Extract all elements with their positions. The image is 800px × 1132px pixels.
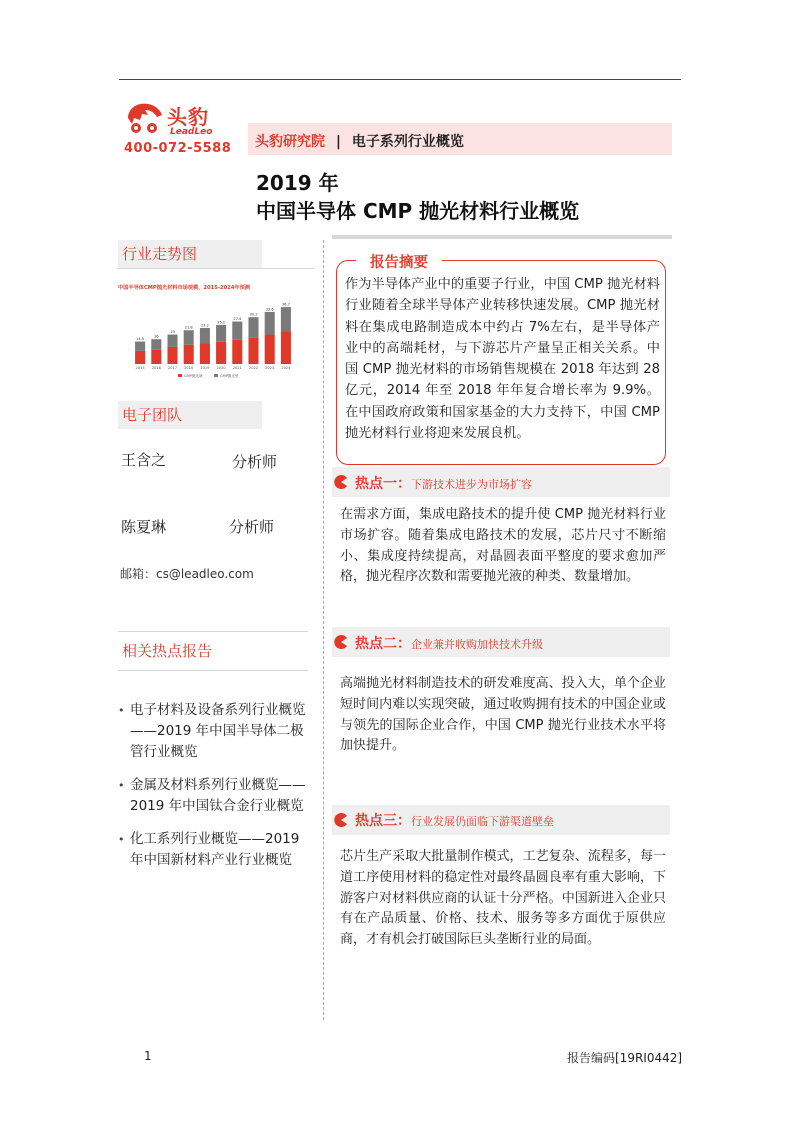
hotspot-title: 行业发展仍面临下游渠道壁垒 [411, 815, 554, 828]
analyst-role: 分析师 [232, 453, 278, 471]
hotspot-text: 芯片生产采取大批量制作模式，工艺复杂、流程多，每一道工序使用材料的稳定性对最终晶圆良率有重大影响，下游客户对材料供应商的认证十分严格。中国新进入企业只有在产品质量、价格、技术、服务等多方面优于原供应商，才有机会打破国际巨头垄断行业的局面。 [340, 849, 666, 948]
hotspot-title: 企业兼并收购加快技术升级 [411, 638, 543, 651]
related-report-item[interactable]: • 电子材料及设备系列行业概览——2019 年中国半导体二极管行业概览 [118, 700, 314, 763]
chart-bar-liquid [167, 347, 177, 364]
series-banner-text [255, 131, 464, 151]
chart-bar-pad [151, 339, 161, 350]
page-number: 1 [144, 1049, 152, 1063]
brand-name: 头豹 [167, 105, 209, 129]
pacman-bullet-icon [334, 635, 348, 649]
leopard-logo-icon [124, 100, 166, 136]
legend-swatch-liquid [178, 374, 182, 377]
chart-x-tick: 2015 [135, 366, 145, 370]
chart-total-label: 23.2 [200, 323, 209, 328]
hotspot-text: 高端抛光材料制造技术的研发难度高、投入大，单个企业短时间内难以实现突破，通过收购拥有技术的中国企业或与领先的国际企业合作，中国 CMP 抛光行业技术水平将加快提升。 [340, 676, 666, 754]
phone-number: 400-072-5588 [124, 141, 232, 156]
chart-x-tick: 2019 [200, 366, 210, 370]
chart-x-tick: 2017 [167, 366, 178, 370]
hotspot-heading [355, 810, 554, 830]
chart-bar-pad [265, 312, 275, 335]
chart-bar-liquid [135, 351, 145, 364]
brand-name-en: LeadLeo [170, 127, 213, 137]
hotspot-title: 下游技术进步为市场扩容 [411, 478, 532, 491]
summary-top-bar [332, 235, 672, 239]
chart-total-label: 30.2 [249, 312, 258, 317]
hotspot-label: 热点二： [355, 636, 411, 652]
chart-bar-liquid [281, 331, 291, 364]
hotspot-text: 在需求方面，集成电路技术的提升使 CMP 抛光材料行业市场扩容。随着集成电路技术的发展，芯片尺寸不断缩小、集成度持续提高，对晶圆表面平整度的要求愈加严格，抛光程序次数和需要抛光液的种类、数量增加。 [340, 507, 666, 585]
chart-total-label: 21.8 [184, 325, 193, 330]
hotspot-heading [355, 473, 532, 493]
report-title: 中国半导体 CMP 抛光材料行业概览 [256, 199, 580, 223]
chart-x-tick: 2022 [248, 366, 259, 370]
banner-series: 电子系列行业概览 [351, 134, 464, 150]
pacman-bullet-icon [334, 475, 348, 489]
trend-heading: 行业走势图 [118, 240, 262, 268]
banner-institute: 头豹研究院 [255, 134, 325, 150]
chart-bar-pad [248, 317, 258, 337]
chart-legend [178, 373, 239, 378]
related-divider-bottom [118, 670, 308, 671]
chart-total-label: 25.2 [217, 320, 226, 325]
hotspot-label: 热点一： [355, 476, 411, 492]
chart-bar-pad [281, 307, 291, 331]
chart-bar-liquid [184, 345, 194, 364]
trend-chart [118, 280, 298, 380]
analyst-name: 陈夏琳 [121, 518, 167, 536]
chart-bar-liquid [265, 335, 275, 364]
summary-label: 报告摘要 [370, 255, 428, 271]
related-report-item[interactable]: • 金属及材料系列行业概览——2019 年中国钛合金行业概览 [118, 775, 314, 817]
chart-title: 中国半导体CMP抛光材料市场规模，2015-2024年预测 [118, 285, 250, 291]
chart-bar-liquid [200, 344, 210, 364]
related-report-item[interactable]: • 化工系列行业概览——2019 年中国新材料产业行业概览 [118, 829, 314, 871]
chart-total-label: 14.5 [136, 337, 145, 342]
hotspot-heading [355, 633, 543, 653]
hotspot-label: 热点三： [355, 813, 411, 829]
banner-separator: | [335, 134, 341, 150]
chart-bar-liquid [151, 350, 161, 364]
chart-total-label: 19 [170, 330, 175, 335]
legend-label-liquid: CMP抛光液 [184, 374, 203, 378]
chart-bar-pad [232, 322, 242, 340]
chart-x-tick: 2016 [151, 366, 161, 370]
report-year: 2019 年 [256, 171, 339, 195]
chart-total-label: 36.7 [281, 302, 290, 307]
chart-x-tick: 2023 [265, 366, 275, 370]
analyst-name: 王含之 [121, 451, 167, 469]
chart-bar-pad [184, 330, 194, 345]
chart-x-tick: 2018 [184, 366, 194, 370]
team-heading: 电子团队 [118, 401, 262, 429]
chart-total-label: 27.4 [233, 317, 242, 322]
related-report-list [118, 700, 314, 883]
chart-total-label: 16 [154, 334, 159, 339]
report-code: 报告编码[19RI0442] [567, 1051, 683, 1065]
trend-divider [118, 268, 314, 269]
legend-swatch-pad [214, 374, 218, 377]
chart-x-tick: 2024 [281, 366, 291, 370]
legend-label-pad: CMP抛光垫 [220, 374, 239, 378]
header-rule [119, 79, 681, 80]
chart-bar-liquid [232, 340, 242, 364]
contact-email[interactable]: 邮箱：cs@leadleo.com [120, 567, 254, 581]
summary-text: 作为半导体产业中的重要子行业，中国 CMP 抛光材料行业随着全球半导体产业转移快速发展。CMP 抛光材料在集成电路制造成本中约占 7%左右，是半导体产业中的高端耗材，与下游芯片产量呈正相关关系。中国 CMP 抛光材料的市场销售规模在 2018 年达到 28 亿元，2014 年至 2018 年年复合增长率为 9.9%。在中国政府政策和国家基金的大力支持下，中国 CMP 抛光材料行业将迎来发展良机。 [345, 277, 660, 442]
related-divider-top [118, 631, 308, 632]
column-divider [323, 240, 324, 1020]
chart-bar-pad [200, 328, 210, 344]
chart-bar-liquid [248, 337, 258, 364]
chart-x-tick: 2020 [216, 366, 226, 370]
chart-total-label: 33.6 [265, 307, 274, 312]
chart-x-tick: 2021 [232, 366, 242, 370]
analyst-role: 分析师 [229, 518, 275, 536]
chart-bar-pad [135, 342, 145, 351]
related-heading: 相关热点报告 [118, 637, 308, 665]
pacman-bullet-icon [334, 813, 348, 827]
chart-bars [135, 303, 291, 370]
chart-bar-pad [167, 335, 177, 347]
chart-bar-liquid [216, 342, 226, 364]
chart-bar-pad [216, 325, 226, 342]
